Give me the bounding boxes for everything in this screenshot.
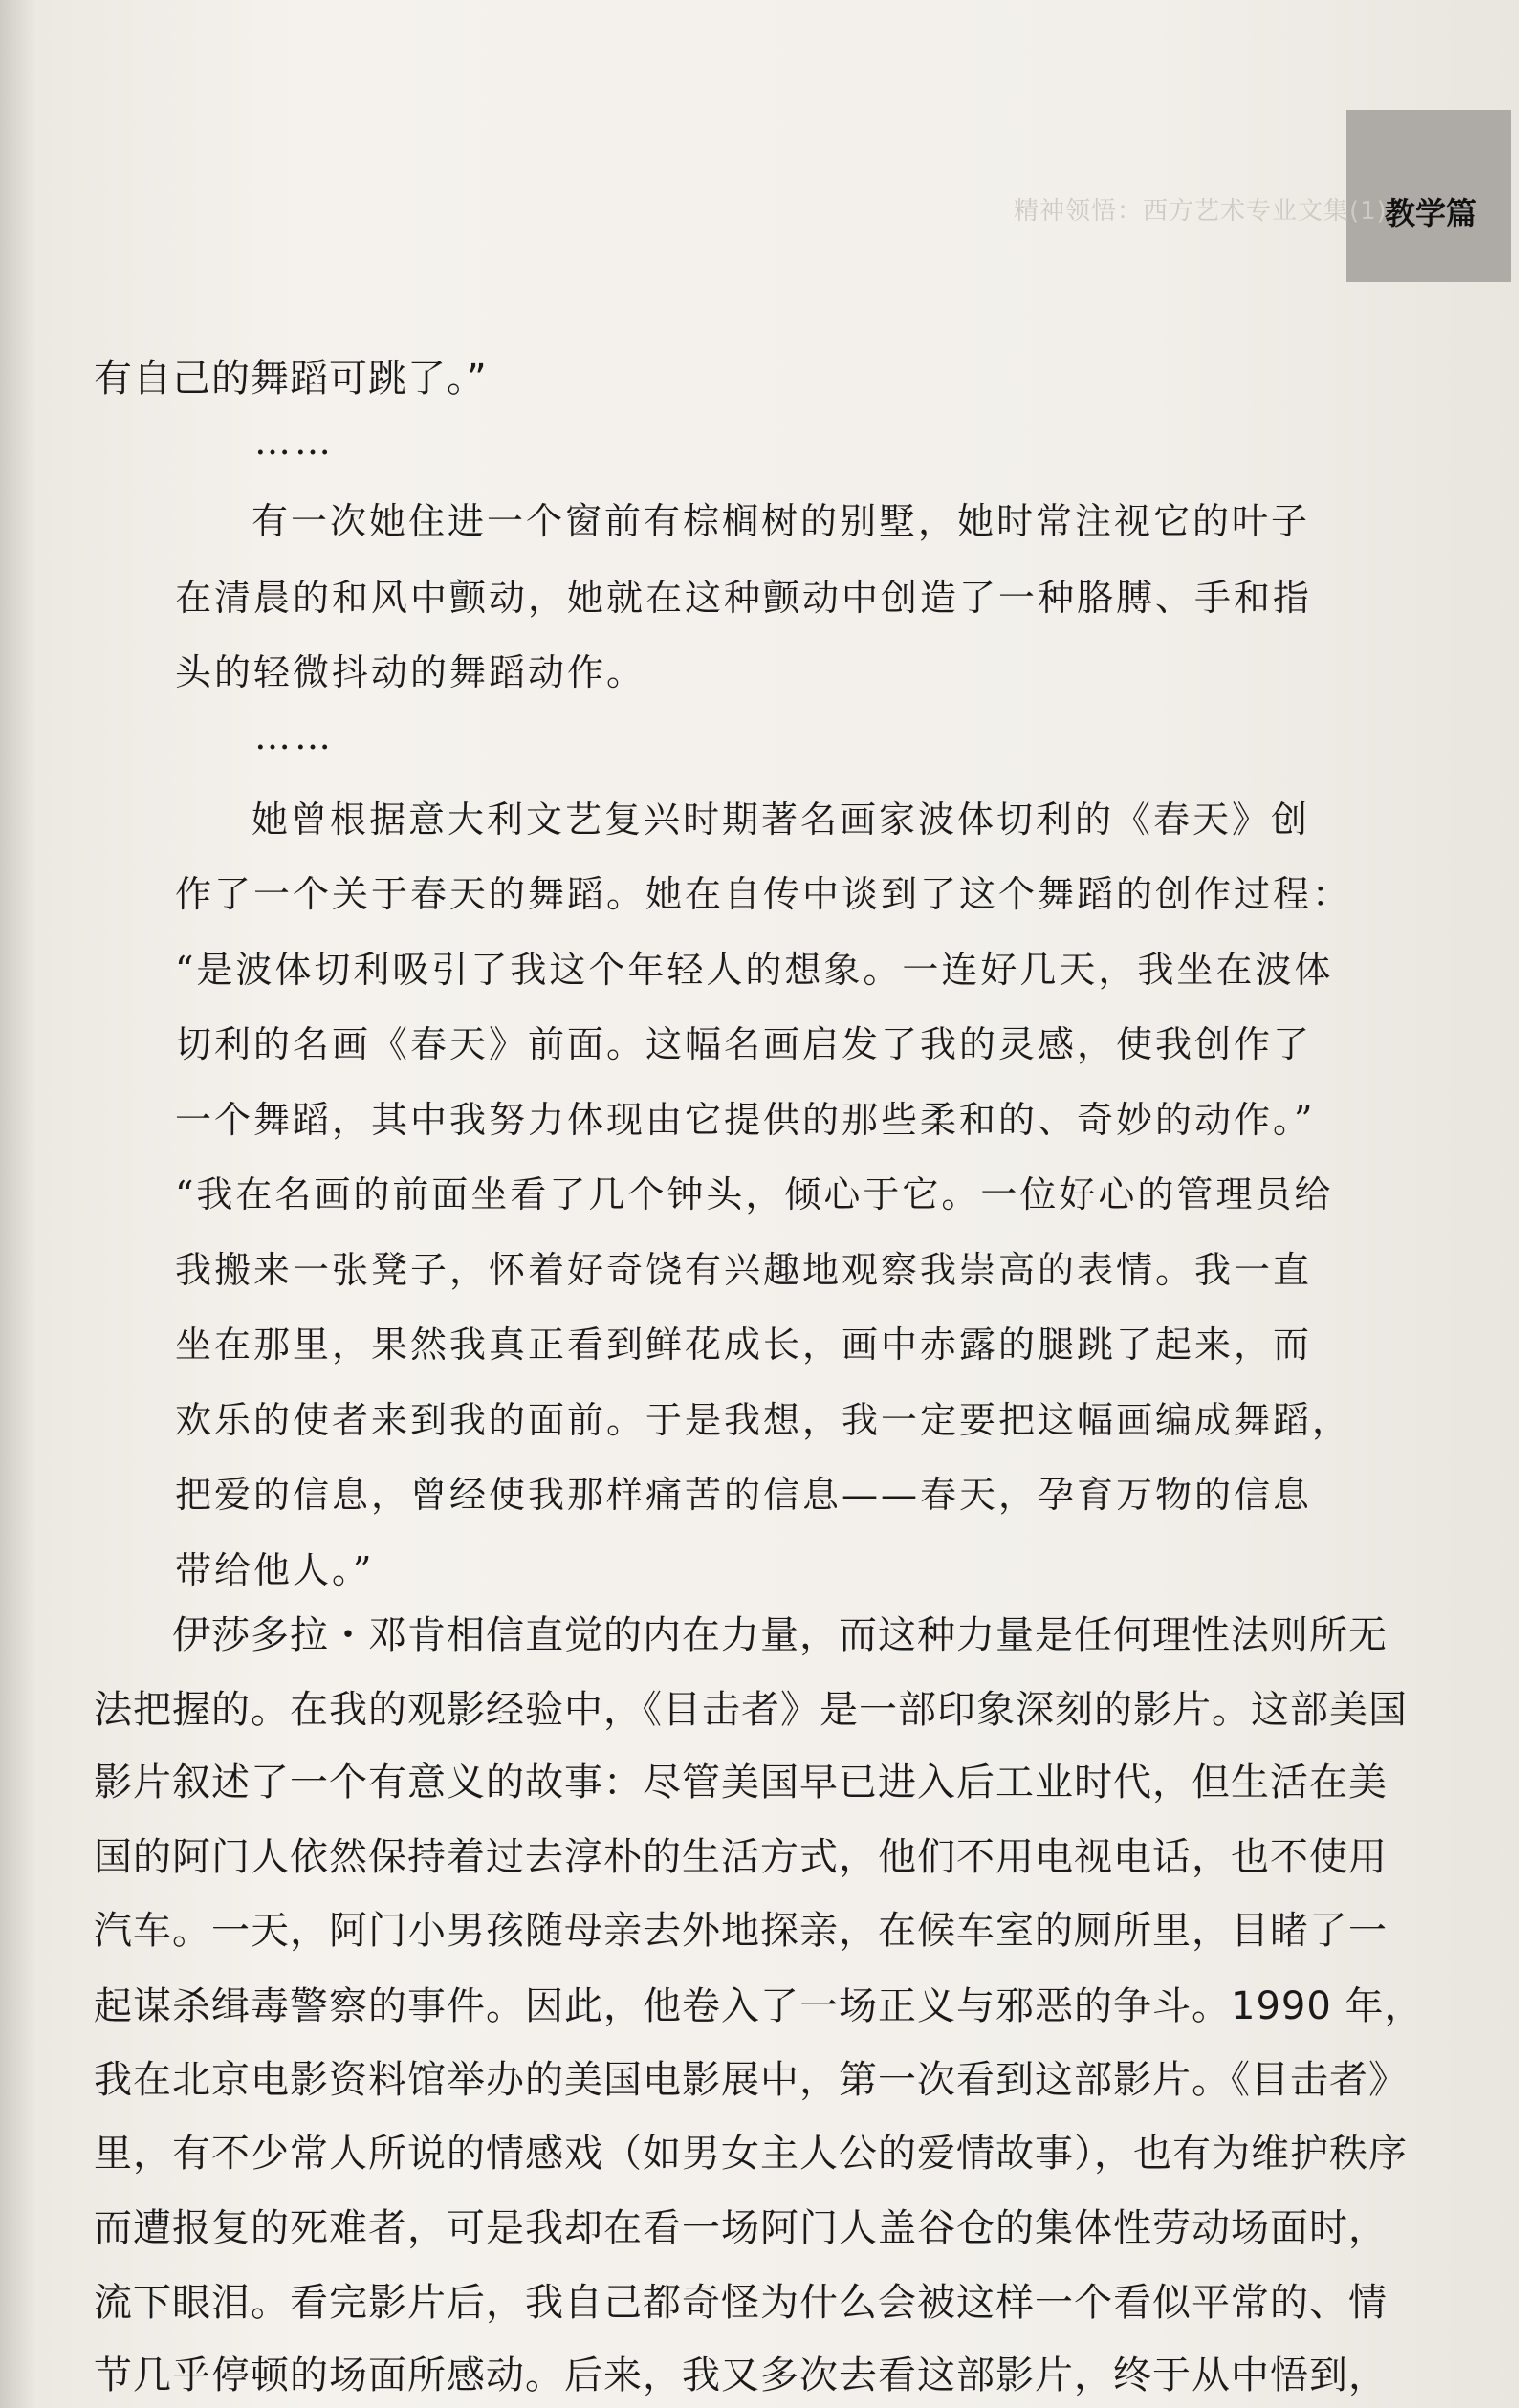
text-line: 国的阿门人依然保持着过去淳朴的生活方式，他们不用电视电话，也不使用 [94, 1835, 1388, 1879]
ellipsis: …… [254, 715, 335, 757]
text-line: “是波体切利吸引了我这个年轻人的想象。一连好几天，我坐在波体 [175, 949, 1334, 991]
text-line: 伊莎多拉・邓肯相信直觉的内在力量，而这种力量是任何理性法则所无 [172, 1613, 1388, 1657]
text-line: 法把握的。在我的观影经验中，《目击者》是一部印象深刻的影片。这部美国 [94, 1688, 1408, 1732]
text-line: 坐在那里，果然我真正看到鲜花成长，画中赤露的腿跳了起来，而 [175, 1324, 1313, 1366]
text-line: 欢乐的使者来到我的面前。于是我想，我一定要把这幅画编成舞蹈， [175, 1399, 1352, 1441]
running-header: 精神领悟：西方艺术专业文集(1) [1014, 197, 1388, 226]
text-line: 带给他人。” [175, 1549, 375, 1591]
text-line: “我在名画的前面坐看了几个钟头，倾心于它。一位好心的管理员给 [175, 1173, 1334, 1215]
text-line: 她曾根据意大利文艺复兴时期著名画家波体切利的《春天》创 [252, 799, 1311, 841]
text-line: 汽车。一天，阿门小男孩随母亲去外地探亲，在候车室的厕所里，目睹了一 [94, 1909, 1388, 1953]
text-line: 一个舞蹈，其中我努力体现由它提供的那些柔和的、奇妙的动作。” [175, 1099, 1316, 1141]
text-line: 作了一个关于春天的舞蹈。她在自传中谈到了这个舞蹈的创作过程： [175, 873, 1352, 915]
section-tab-label: 教学篇 [1385, 195, 1477, 231]
text-line: 流下眼泪。看完影片后，我自己都奇怪为什么会被这样一个看似平常的、情 [94, 2281, 1388, 2325]
text-line: 我在北京电影资料馆举办的美国电影展中，第一次看到这部影片。《目击者》 [94, 2058, 1408, 2102]
text-line: 节几乎停顿的场面所感动。后来，我又多次去看这部影片，终于从中悟到， [94, 2353, 1388, 2397]
text-line: 起谋杀缉毒警察的事件。因此，他卷入了一场正义与邪恶的争斗。1990 年， [94, 1984, 1424, 2028]
text-line: 有一次她住进一个窗前有棕榈树的别墅，她时常注视它的叶子 [252, 500, 1311, 542]
text-line: 而遭报复的死难者，可是我却在看一场阿门人盖谷仓的集体性劳动场面时， [94, 2206, 1388, 2250]
page-gutter-shadow [0, 0, 36, 2408]
text-line: 有自己的舞蹈可跳了。” [94, 357, 488, 401]
text-line: 切利的名画《春天》前面。这幅名画启发了我的灵感，使我创作了 [175, 1023, 1313, 1065]
text-line: 把爱的信息，曾经使我那样痛苦的信息——春天，孕育万物的信息 [175, 1474, 1313, 1516]
text-line: 在清晨的和风中颤动，她就在这种颤动中创造了一种胳膊、手和指 [175, 577, 1313, 619]
ellipsis: …… [254, 421, 335, 463]
text-line: 里，有不少常人所说的情感戏（如男女主人公的爱情故事），也有为维护秩序 [94, 2132, 1408, 2176]
text-line: 头的轻微抖动的舞蹈动作。 [175, 651, 646, 693]
text-line: 我搬来一张凳子，怀着好奇饶有兴趣地观察我崇高的表情。我一直 [175, 1249, 1313, 1291]
text-line: 影片叙述了一个有意义的故事：尽管美国早已进入后工业时代，但生活在美 [94, 1761, 1388, 1805]
